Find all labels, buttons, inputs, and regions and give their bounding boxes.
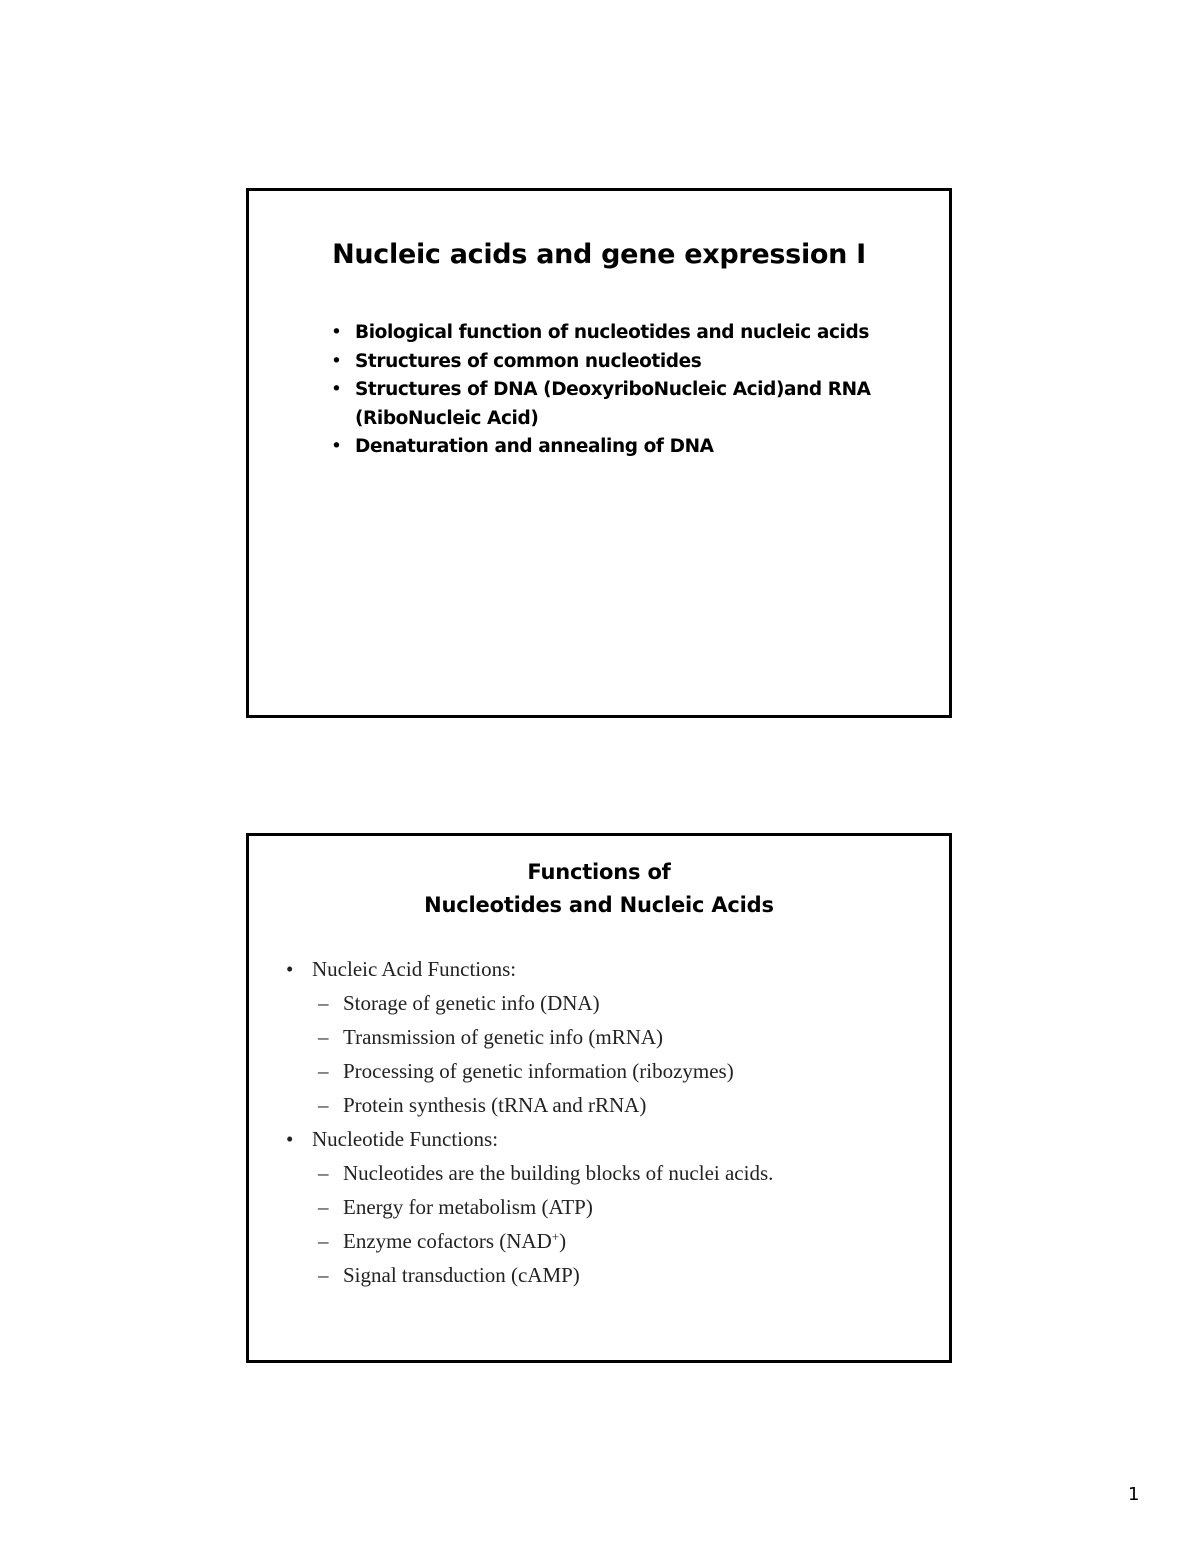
slide-1-title: Nucleic acids and gene expression I (332, 239, 866, 270)
slide-2-title-line-2: Nucleotides and Nucleic Acids (424, 893, 774, 917)
dash-icon: – (318, 1161, 329, 1185)
dash-icon: – (318, 1059, 329, 1083)
bullet-icon: • (331, 322, 342, 343)
dash-icon: – (318, 1195, 329, 1219)
bullet-icon: • (331, 379, 342, 400)
list-item-nucleic-acid-functions (286, 952, 926, 1122)
sub-list (312, 986, 926, 1122)
bullet-icon: • (286, 1127, 294, 1151)
sub-list-item: – Processing of genetic information (ribozymes) (312, 1054, 926, 1088)
slide-1 (246, 188, 952, 718)
dash-icon: – (318, 1229, 329, 1253)
nad-superscript: + (551, 1229, 560, 1244)
slide-2-title (249, 856, 949, 922)
group-heading: Nucleotide Functions: (312, 1127, 499, 1151)
dash-icon: – (318, 1093, 329, 1117)
sub-list-item: – Storage of genetic info (DNA) (312, 986, 926, 1020)
group-heading: Nucleic Acid Functions: (312, 957, 517, 981)
slide-1-bullet-list (331, 319, 891, 462)
dash-icon: – (318, 1263, 329, 1287)
bullet-icon: • (331, 436, 342, 457)
dash-icon: – (318, 1025, 329, 1049)
sub-list-item: – Signal transduction (cAMP) (312, 1258, 926, 1292)
slide-2-bullet-list (286, 952, 926, 1292)
bullet-icon: • (331, 350, 342, 372)
page-number: 1 (1128, 1484, 1140, 1505)
dash-icon: – (318, 991, 329, 1015)
list-item: • Denaturation and annealing of DNA (331, 433, 891, 462)
list-item: • Structures of common nucleotides (331, 348, 891, 377)
sub-list-item: – Energy for metabolism (ATP) (312, 1190, 926, 1224)
sub-list-item: – Transmission of genetic info (mRNA) (312, 1020, 926, 1054)
slide-2 (246, 833, 952, 1363)
list-item-nucleotide-functions (286, 1122, 926, 1292)
sub-list (312, 1156, 926, 1292)
slide-2-title-line-1: Functions of (527, 860, 671, 884)
sub-list-item: – Nucleotides are the building blocks of nuclei acids. (312, 1156, 926, 1190)
list-item: • Biological function of nucleotides and nucleic acids (331, 319, 891, 348)
bullet-icon: • (286, 957, 294, 981)
sub-list-item: – Enzyme cofactors (NAD+) (312, 1224, 926, 1258)
sub-list-item: – Protein synthesis (tRNA and rRNA) (312, 1088, 926, 1122)
list-item: • Structures of DNA (DeoxyriboNucleic Acid)and RNA (RiboNucleic Acid) (331, 376, 891, 433)
